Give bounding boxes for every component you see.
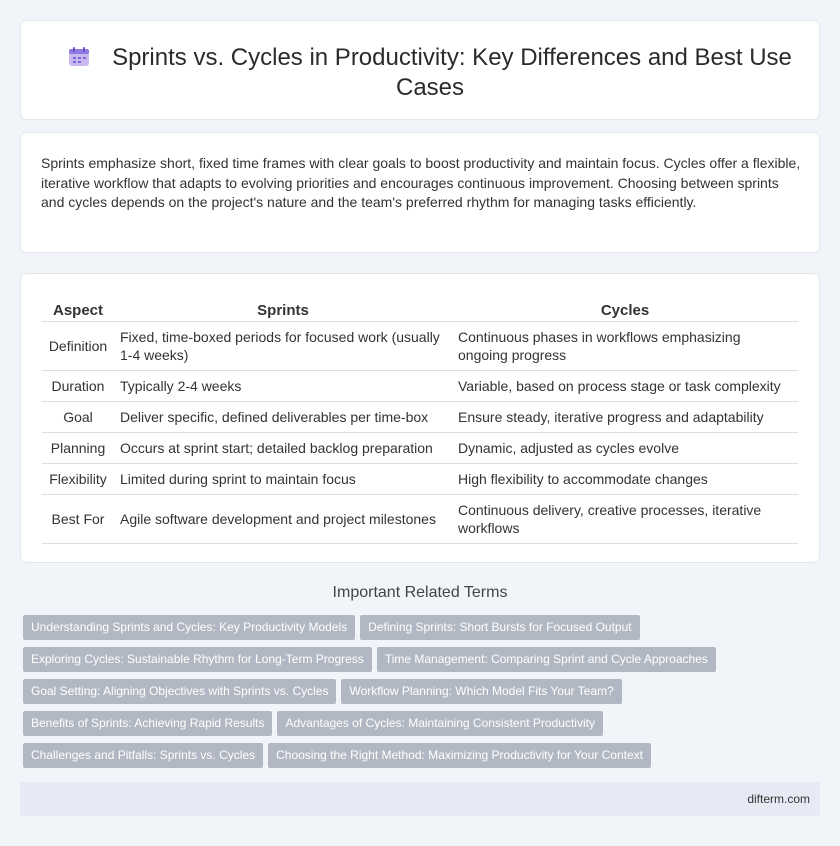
page-title: Sprints vs. Cycles in Productivity: Key Differences and Best Use Cases — [112, 44, 792, 101]
table-row — [42, 321, 798, 370]
cell-aspect: Best For — [42, 494, 114, 543]
cell-aspect: Flexibility — [42, 463, 114, 494]
cell-aspect: Planning — [42, 432, 114, 463]
tag-row — [23, 615, 823, 647]
header-card — [20, 20, 820, 120]
cell-sprints: Fixed, time-boxed periods for focused work (usually 1-4 weeks) — [114, 321, 452, 370]
cell-sprints: Deliver specific, defined deliverables per time-box — [114, 401, 452, 432]
header-cycles: Cycles — [452, 294, 798, 321]
related-term-link[interactable]: Challenges and Pitfalls: Sprints vs. Cycles — [23, 743, 263, 768]
cell-sprints: Limited during sprint to maintain focus — [114, 463, 452, 494]
related-term-link[interactable]: Exploring Cycles: Sustainable Rhythm for Long-Term Progress — [23, 647, 372, 672]
table-row — [42, 401, 798, 432]
page-title-wrap — [61, 43, 799, 103]
related-term-link[interactable]: Benefits of Sprints: Achieving Rapid Results — [23, 711, 272, 736]
cell-cycles: High flexibility to accommodate changes — [452, 463, 798, 494]
header-sprints: Sprints — [114, 294, 452, 321]
table-header-row — [42, 294, 798, 321]
cell-cycles: Variable, based on process stage or task complexity — [452, 370, 798, 401]
tag-row — [23, 647, 823, 679]
related-terms-title: Important Related Terms — [332, 584, 508, 601]
cell-aspect: Definition — [42, 321, 114, 370]
header-aspect: Aspect — [42, 294, 114, 321]
tag-row — [23, 679, 823, 711]
table-row — [42, 463, 798, 494]
cell-sprints: Typically 2-4 weeks — [114, 370, 452, 401]
related-term-link[interactable]: Time Management: Comparing Sprint and Cycle Approaches — [377, 647, 716, 672]
cell-cycles: Ensure steady, iterative progress and adaptability — [452, 401, 798, 432]
footer-bar — [20, 782, 820, 816]
table-row — [42, 494, 798, 543]
related-term-link[interactable]: Advantages of Cycles: Maintaining Consistent Productivity — [277, 711, 603, 736]
table-row — [42, 432, 798, 463]
cell-aspect: Goal — [42, 401, 114, 432]
cell-cycles: Dynamic, adjusted as cycles evolve — [452, 432, 798, 463]
tag-row — [23, 743, 823, 775]
comparison-table — [42, 294, 798, 544]
cell-cycles: Continuous phases in workflows emphasizing ongoing progress — [452, 321, 798, 370]
tag-row — [23, 711, 823, 743]
related-term-link[interactable]: Understanding Sprints and Cycles: Key Productivity Models — [23, 615, 355, 640]
cell-aspect: Duration — [42, 370, 114, 401]
related-term-link[interactable]: Defining Sprints: Short Bursts for Focused Output — [360, 615, 639, 640]
related-term-link[interactable]: Workflow Planning: Which Model Fits Your Team? — [341, 679, 621, 704]
cell-sprints: Agile software development and project milestones — [114, 494, 452, 543]
related-terms-list — [23, 615, 823, 775]
related-term-link[interactable]: Choosing the Right Method: Maximizing Productivity for Your Context — [268, 743, 651, 768]
cell-sprints: Occurs at sprint start; detailed backlog preparation — [114, 432, 452, 463]
footer-site-link[interactable]: difterm.com — [747, 792, 810, 806]
table-row — [42, 370, 798, 401]
cell-cycles: Continuous delivery, creative processes, iterative workflows — [452, 494, 798, 543]
intro-card — [20, 132, 820, 253]
intro-paragraph: Sprints emphasize short, fixed time frames with clear goals to boost productivity and maintain focus. Cycles offer a flexible, iterative workflow that adapts to evolving priorities and encourages continuous improvement. Choosing between sprints and cycles depends on the project's nature and the team's preferred rhythm for managing tasks efficiently. — [41, 155, 801, 210]
comparison-card — [20, 273, 820, 563]
calendar-icon — [68, 47, 90, 67]
related-term-link[interactable]: Goal Setting: Aligning Objectives with Sprints vs. Cycles — [23, 679, 336, 704]
